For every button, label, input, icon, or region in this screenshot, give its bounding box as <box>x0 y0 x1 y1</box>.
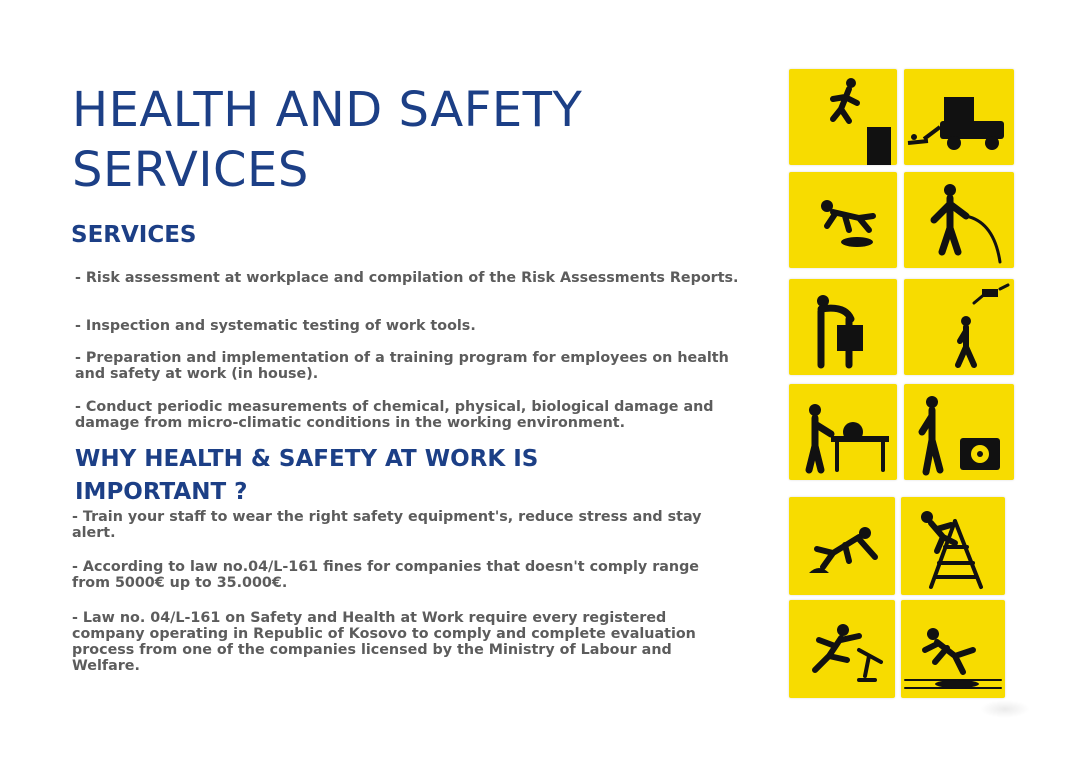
why-item-3: - Law no. 04/L-161 on Safety and Health at Work require every registered company operating in Republic of Kosovo to comply and complete evaluation process from one of the companies licensed by the Ministry of Labour and Welfare. <box>72 610 696 674</box>
why-heading-line-1: WHY HEALTH & SAFETY AT WORK IS <box>75 446 539 472</box>
falling-object-icon <box>904 279 1014 375</box>
radiation-hazard-icon <box>904 384 1014 480</box>
why-heading <box>75 443 635 509</box>
title-line-1: HEALTH AND SAFETY <box>72 82 583 138</box>
why-item-1: - Train your staff to wear the right safety equipment's, reduce stress and stay alert. <box>72 509 702 541</box>
excavator-hazard-icon <box>904 69 1014 165</box>
tripping-icon <box>789 497 895 595</box>
slip-fall-icon <box>789 172 897 268</box>
why-item-2: - According to law no.04/L-161 fines for companies that doesn't comply range from 5000€ up to 35.000€. <box>72 559 700 591</box>
services-item-4: - Conduct periodic measurements of chemical, physical, biological damage and damage from micro-climatic conditions in the working environment. <box>75 399 714 431</box>
safety-icons-panel <box>782 62 1022 712</box>
services-item-1: - Risk assessment at workplace and compilation of the Risk Assessments Reports. <box>75 270 739 286</box>
chair-fall-icon <box>789 600 895 698</box>
wet-floor-fall-icon <box>901 600 1005 698</box>
ladder-fall-icon <box>901 497 1005 595</box>
back-strain-icon <box>789 279 897 375</box>
title-line-2: SERVICES <box>72 142 309 198</box>
why-heading-line-2: IMPORTANT ? <box>75 479 248 505</box>
services-item-3: - Preparation and implementation of a training program for employees on health and safety at work (in house). <box>75 350 729 382</box>
decorative-shadow <box>980 700 1030 718</box>
saw-hazard-icon <box>789 384 897 480</box>
falling-from-height-icon <box>789 69 897 165</box>
services-heading: SERVICES <box>71 222 197 248</box>
services-item-2: - Inspection and systematic testing of work tools. <box>75 318 476 334</box>
page-title <box>72 80 582 200</box>
electric-shock-icon <box>904 172 1014 268</box>
